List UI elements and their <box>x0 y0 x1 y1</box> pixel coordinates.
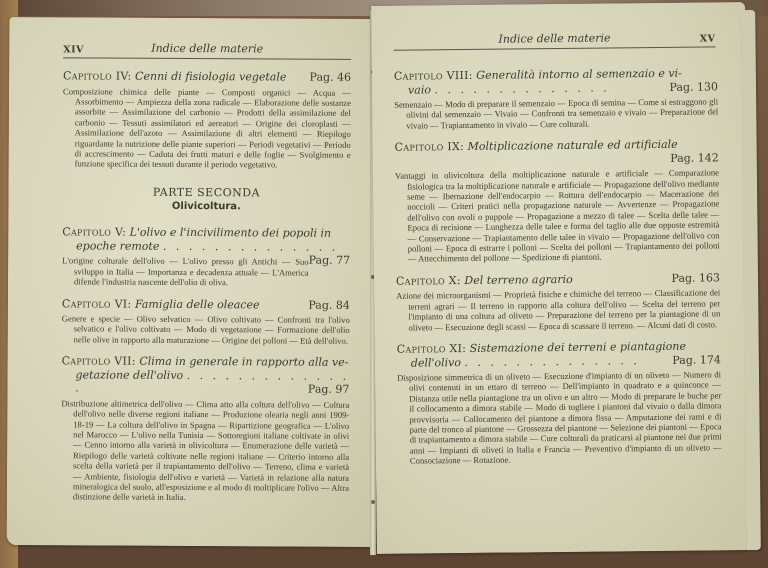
page-stack-edge <box>741 10 761 550</box>
chapter-title-cont: getazione dell'olivo <box>75 368 184 382</box>
right-page-header <box>393 30 715 50</box>
running-title: Indice delle materie <box>151 41 264 56</box>
chapter-summary: L'origine colturale dell'olivo — L'olivo presso gli Antichi — Suo sviluppo in Italia — Importanza e decadenza attuale — L'America difende l'industria nascente dell'olio di oliva. <box>62 255 309 288</box>
chapter-title-cont: epoche remote <box>76 239 160 253</box>
chapter-title: Sistemazione dei terreni e piantagione <box>469 339 687 355</box>
page-number: XIV <box>63 44 84 56</box>
chapter-label: Capitolo V: <box>62 225 127 240</box>
leader-dots: . . . . . . . . . . . . . . <box>162 239 339 254</box>
chapter-title: Famiglia delle oleacee <box>134 297 260 311</box>
chapter-page: Pag. 142 <box>670 151 719 165</box>
chapter-page: Pag. 130 <box>669 79 719 94</box>
running-title: Indice delle materie <box>498 31 611 46</box>
chapter-label: Capitolo VIII: <box>393 68 473 83</box>
chapter-title: Generalità intorno al semenzaio e vi- <box>476 66 682 82</box>
chapter-title-cont: vaio <box>407 82 432 97</box>
chapter-title: Cenni di fisiologia vegetale <box>135 69 287 84</box>
chapter-page: Pag. 46 <box>309 70 352 84</box>
chapter-title: Del terreno agrario <box>464 272 573 287</box>
chapter-label: Capitolo IV: <box>63 69 132 83</box>
chapter-label: Capitolo VII: <box>61 354 136 368</box>
chapter-page: Pag. 97 <box>307 382 350 397</box>
chapter-heading-viii <box>394 66 718 96</box>
leader-dots: . . . . . . . . . . . . . . <box>75 368 350 395</box>
chapter-label: Capitolo IX: <box>394 140 465 154</box>
chapter-heading-ix <box>395 138 719 168</box>
chapter-title-cont: dell'olivo <box>410 355 462 370</box>
chapter-summary: Disposizione simmetrica di un oliveto — Esecuzione d'impianto di un oliveto — Numero di olivi contenuti in un ettaro di terreno — Dell'impianto in quadrato e a quinconce — Distanza utile nella piantagione tra un olivo e un altro — Modo di preparare le buche per il collocamento a dimora stabile — Modo di togliere i piantoni dal vivaio o dalla dimora provvisoria — Collocamento del piantone a dimora fissa — Amputazione dei rami e di parte del tronco al piantone — Grossezza del piantone — Selezione dei piantoni — Epoca di trapiantamento a dimora stabile — Cure colturali da praticarsi al piantone nei due primi anni — Impianti di oliveti in Italia e Francia — Preventivo d'impianto di un oliveto — Consociazione — Rotazione. <box>396 369 722 466</box>
leader-dots: . . . . . . . . . . . . . . <box>434 80 610 96</box>
page-number: XV <box>699 33 716 45</box>
leader-dots: . . . . . . . . . . . . . . <box>464 353 640 369</box>
chapter-summary: Vantaggi in olivicoltura della moltiplicazione naturale e artificiale — Comparazione fisiologica tra la moltiplicazione naturale e artificiale — Propagazione dell'olivo mediante seme — Ibernazione dell'endocarpio — Rottura dell'endocarpio — Macerazione dei noccioli — Criteri pratici nella propagazione naturale — Avvertenze — Propagazione dell'olivo con ovoli o puppole — Propagazione a mezzo di talee — Scelta delle talee — Epoca di recisione — Lunghezza delle talee e forma del taglio alle due opposte estremità — Conservazione — Trapiantamento delle talee in vivaio — Propagazione dell'olivo con polloni — Epoca di estrarre i polloni — Scelta dei polloni — Trapiantamento dei polloni — Attecchimento del pollone — Spedizione di piantoni. <box>394 167 720 265</box>
chapter-summary: Distribuzione altimetrica dell'olivo — Clima atto alla coltura dell'olivo — Coltura dell'olivo nelle diverse regioni italiane — Produzione olearia negli anni 1909-18-19 — La coltura dell'olivo in Spagna — Ripartizione geografica — L'olivo nel Marocco — L'olivo nella Tunisia — Sottoregioni italiane coltivate in olivi — Cenno intorno alla varietà in olivicoltura — Enumerazione delle varietà — Riepilogo delle varietà coltivate nelle regioni italiane — Criterio intorno alla scelta della varietà per il trapiantamento dell'olivo — Terreno, clima e varietà — Ambiente, fisiologia dell'olivo e varietà — Varietà in relazione alla natura mineralogica del suolo, all'esposizione e al modo di moltiplicare l'olivo — Altra distinzione delle varietà in Italia. <box>61 398 350 503</box>
binding-stitch <box>371 500 375 504</box>
chapter-label: Capitolo XI: <box>396 341 467 356</box>
chapter-summary: Genere e specie — Olivo selvatico — Olivo coltivato — Confronti tra l'olivo selvatico e l'olivo coltivato — Modo di vegetazione — Formazione dell'olio nelle olive in rapporto alla maturazione — Origine dei polloni — Età dell'olivo. <box>61 313 350 346</box>
left-page-header <box>63 41 351 60</box>
chapter-title: Clima in generale in rapporto alla ve- <box>139 355 349 370</box>
part-heading: PARTE SECONDA <box>152 185 261 200</box>
chapter-page: Pag. 163 <box>671 271 721 285</box>
left-page <box>7 17 374 547</box>
chapter-title: L'olivo e l'incivilimento dei popoli in <box>129 226 332 241</box>
chapter-heading-v <box>62 225 351 268</box>
chapter-heading-vi <box>62 297 350 312</box>
chapter-heading-vii <box>61 355 349 397</box>
chapter-page: Pag. 174 <box>672 352 721 367</box>
chapter-summary: Composizione chimica delle piante — Composti organici — Acqua — Assorbimento — Ampiezza della zona radicale — Elaborazione delle sostanze assorbite — Assimilazione del carbonio — Prodotti della assimilazione del carbonio — Tessuti assimilatori ed aereatori — Origine dei cloroplasti — Assimilazione dell'azoto — Assimilazione di altri elementi — Riepilogo riguardante la nutrizione delle piante superiori — Periodi vegetativi — Periodo di accrescimento — Caduta dei frutti maturi e delle foglie — Svolgimento e funzione specifica dei tessuti durante il periodo vegetativo. <box>62 85 352 170</box>
chapter-summary: Azione dei microorganismi — Proprietà fisiche e chimiche del terreno — Classificazione dei terreni agrari — Il terreno in rapporto alla coltura dell'olivo — Scelta del terreno per l'impianto di una coltura ad oliveto — Preparazione del terreno per la piantagione di un oliveto — Esecuzione degli scassi — Epoca di scassare il terreno. — Alcuni dati di costo. <box>396 287 721 333</box>
part-subtitle: Olivicoltura. <box>171 200 241 213</box>
chapter-heading-x <box>396 271 720 288</box>
chapter-summary: Semenzaio — Modo di preparare il semenzaio — Epoca di semina — Come si estraggono gli olivini dal semenzaio — Vivaio — Confronti tra semenzaio e vivaio — Preparazione del vivaio — Trapiantamento in vivaio — Cure colturali. <box>394 96 719 131</box>
left-page-content <box>61 69 351 513</box>
chapter-page: Pag. 84 <box>308 298 350 312</box>
chapter-title: Moltiplicazione naturale ed artificiale <box>467 137 678 154</box>
right-page-content <box>394 66 722 476</box>
right-page <box>371 2 751 554</box>
chapter-heading-xi <box>397 339 721 369</box>
chapter-page: Pag. 77 <box>308 253 351 268</box>
chapter-label: Capitolo X: <box>395 273 461 288</box>
chapter-heading-iv <box>63 69 351 84</box>
chapter-label: Capitolo VI: <box>61 296 132 311</box>
